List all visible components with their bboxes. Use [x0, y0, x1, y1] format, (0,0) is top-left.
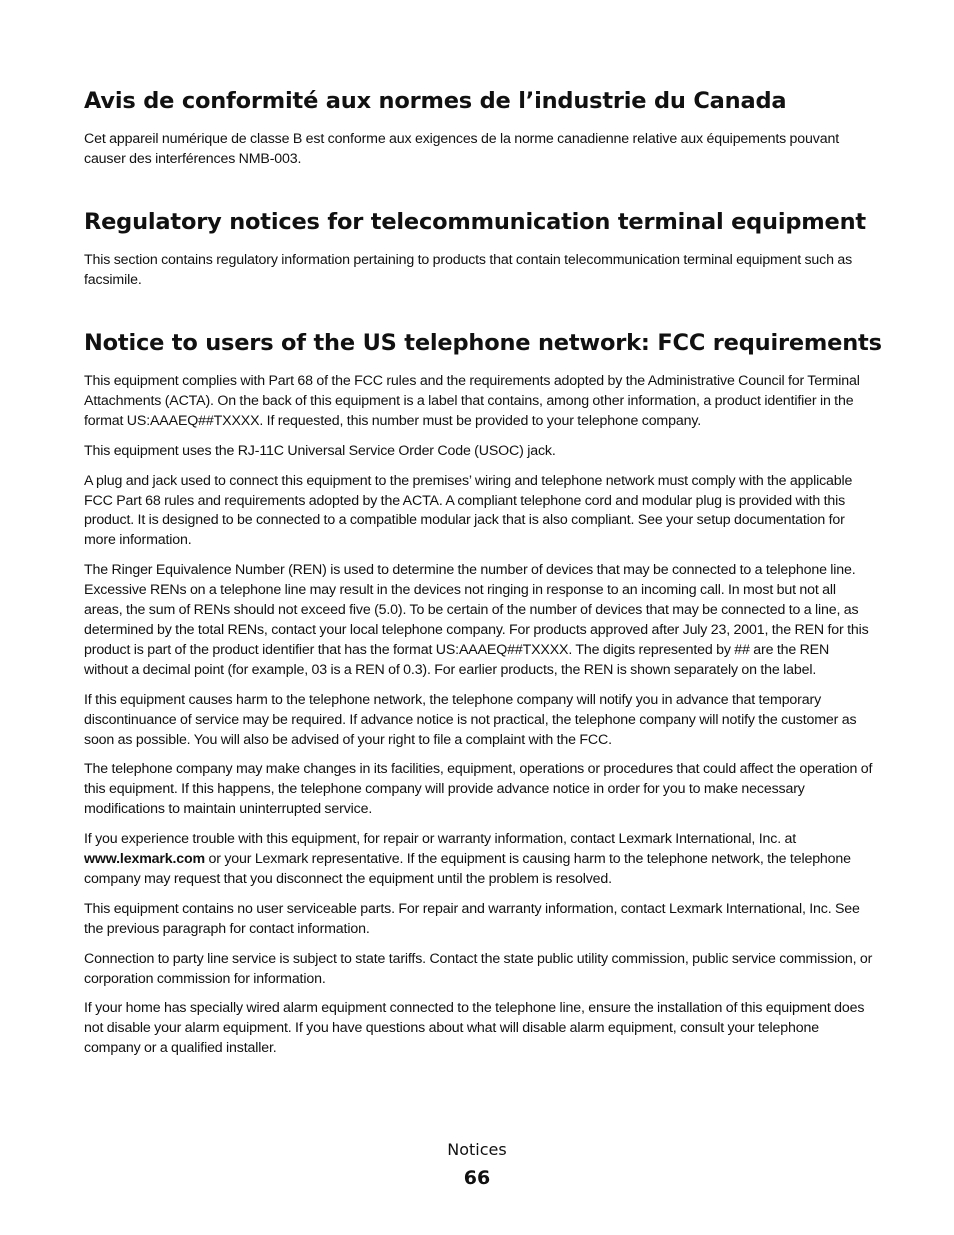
contact-paragraph [84, 830, 874, 890]
contact-text-after: or your Lexmark representative. If the equipment is causing harm to the telephone network, the telephone company may request that you disconnect the equipment until the problem is resolved. [84, 851, 851, 887]
paragraph: If this equipment causes harm to the telephone network, the telephone company will notify you in advance that temporary discontinuance of service may be required. If advance notice is not practical, the telephone company will notify the customer as soon as possible. You will also be advised of your right to file a complaint with the FCC. [84, 691, 857, 748]
paragraph: This section contains regulatory information pertaining to products that contain telecommunication terminal equipment such as facsimile. [84, 252, 853, 288]
paragraph: The telephone company may make changes in its facilities, equipment, operations or procedures that could affect the operation of this equipment. If this happens, the telephone company will provide advance notice in order for you to make necessary modifications to maintain uninterrupted service. [84, 761, 873, 818]
lexmark-website-link[interactable]: www.lexmark.com [84, 851, 206, 868]
section-heading-fcc: Notice to users of the US telephone network: FCC requirements [84, 330, 882, 356]
section-heading-canada: Avis de conformité aux normes de l’industrie du Canada [84, 88, 787, 114]
section-body-fcc [84, 372, 874, 1069]
paragraph: The Ringer Equivalence Number (REN) is used to determine the number of devices that may be connected to a telephone line. Excessive RENs on a telephone line may result in the devices not ringing in response to an incoming call. In most but not all areas, the sum of RENs should not exceed five (5.0). To be certain of the number of devices that may be connected to a line, as determined by the total RENs, contact your local telephone company. For products approved after July 23, 2001, the REN for this product is part of the product identifier that has the format US:AAAEQ##TXXXX. The digits represented by ## are the REN without a decimal point (for example, 03 is a REN of 0.3). For earlier products, the REN is shown separately on the label. [84, 562, 869, 678]
section-heading-telecom: Regulatory notices for telecommunication terminal equipment [84, 209, 866, 235]
paragraph: Cet appareil numérique de classe B est conforme aux exigences de la norme canadienne relative aux équipements pouvant causer des interférences NMB-003. [84, 131, 839, 167]
paragraph: This equipment complies with Part 68 of the FCC rules and the requirements adopted by the Administrative Council for Terminal Attachments (ACTA). On the back of this equipment is a label that contains, among other information, a product identifier in the format US:AAAEQ##TXXXX. If requested, this number must be provided to your telephone company. [84, 373, 860, 429]
section-body-canada [84, 130, 874, 180]
section-body-telecom [84, 251, 874, 301]
paragraph: If your home has specially wired alarm equipment connected to the telephone line, ensure the installation of this equipment does not disable your alarm equipment. If you have questions about what will disable alarm equipment, consult your telephone company or a qualified installer. [84, 1000, 865, 1057]
paragraph: This equipment contains no user serviceable parts. For repair and warranty information, contact Lexmark International, Inc. See the previous paragraph for contact information. [84, 900, 860, 937]
page-number: 66 [463, 1167, 491, 1189]
paragraph: This equipment uses the RJ-11C Universal Service Order Code (USOC) jack. [84, 442, 556, 459]
paragraph: Connection to party line service is subject to state tariffs. Contact the state public utility commission, public service commission, or corporation commission for information. [84, 950, 873, 987]
paragraph: A plug and jack used to connect this equipment to the premises’ wiring and telephone network must comply with the applicable FCC Part 68 rules and requirements adopted by the ACTA. A compliant telephone cord and modular plug is provided with this product. It is designed to be connected to a compatible modular jack that is also compliant. See your setup documentation for more information. [84, 472, 853, 549]
footer-section-label: Notices [447, 1140, 507, 1159]
contact-text-before: If you experience trouble with this equipment, for repair or warranty information, contact Lexmark International, Inc. at [84, 831, 797, 848]
